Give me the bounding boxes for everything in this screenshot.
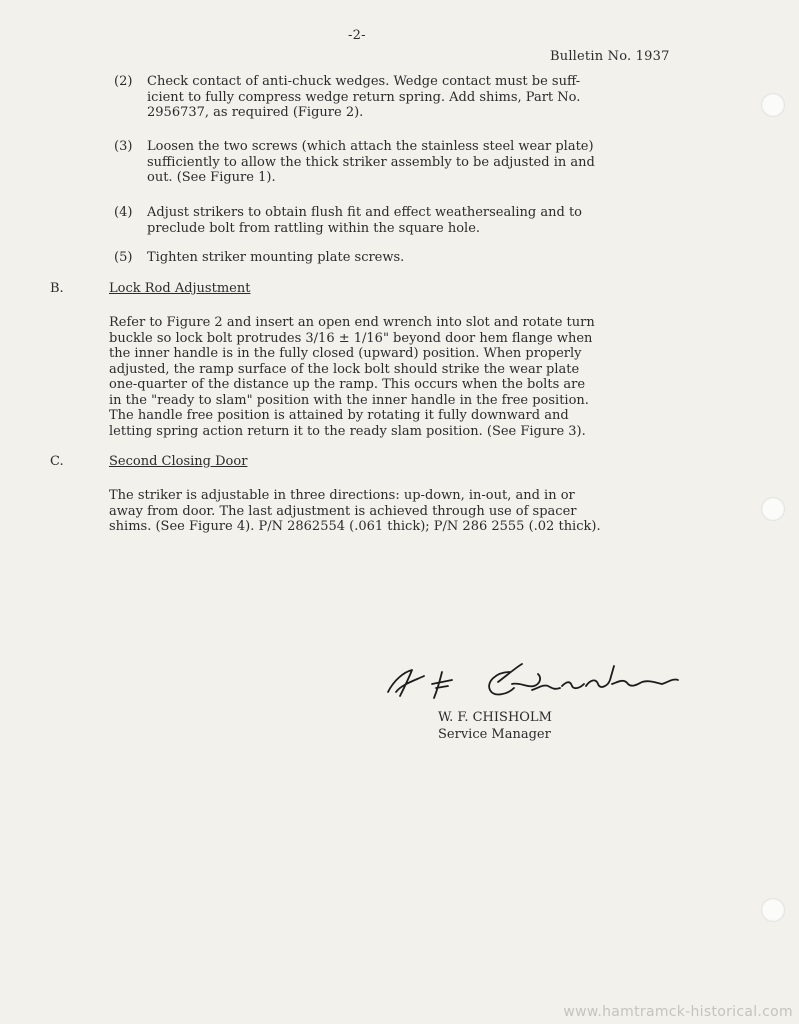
step-text: Adjust strikers to obtain flush fit and effect weathersealing and to preclude bolt from rattling within the square hole. xyxy=(147,205,583,236)
handwritten-signature xyxy=(382,658,682,708)
step-text: Tighten striker mounting plate screws. xyxy=(147,250,405,265)
section-letter: B. xyxy=(50,281,64,296)
signatory-name: W. F. CHISHOLM xyxy=(438,710,552,725)
section-body: The striker is adjustable in three directions: up-down, in-out, and in or away from door. The last adjustment is achieved through use of spacer shims. (See Figure 4). P/N 2862554 (.061 thick); P/N 286 2555 (.02 thick). xyxy=(109,488,601,534)
step-number: (4) xyxy=(114,205,133,220)
step-number: (5) xyxy=(114,250,133,265)
section-heading: Lock Rod Adjustment xyxy=(109,281,251,296)
bleed-through-mark xyxy=(60,80,81,150)
step-text: Check contact of anti-chuck wedges. Wedge contact must be suff- icient to fully compress wedge return spring. Add shims, Part No. 2956737, as required (Figure 2). xyxy=(147,74,581,120)
step-number: (2) xyxy=(114,74,133,89)
punch-hole-top xyxy=(761,93,785,117)
section-letter: C. xyxy=(50,454,64,469)
punch-hole-middle xyxy=(761,497,785,521)
bulletin-number: Bulletin No. 1937 xyxy=(550,49,670,64)
page-number: -2- xyxy=(348,28,366,43)
section-body: Refer to Figure 2 and insert an open end wrench into slot and rotate turn buckle so lock bolt protrudes 3/16 ± 1/16" beyond door hem flange when the inner handle is in the fully closed (upward) position. When properly adjusted, the ramp surface of the lock bolt should strike the wear plate one-quarter of the distance up the ramp. This occurs when the bolts are in the "ready to slam" position with the inner handle in the free position. The handle free position is attained by rotating it fully downward and letting spring action return it to the ready slam position. (See Figure 3). xyxy=(109,315,595,439)
step-text: Loosen the two screws (which attach the stainless steel wear plate) sufficiently to allow the thick striker assembly to be adjusted in and out. (See Figure 1). xyxy=(147,139,595,185)
signatory-title: Service Manager xyxy=(438,727,551,742)
section-heading: Second Closing Door xyxy=(109,454,248,469)
step-number: (3) xyxy=(114,139,133,154)
watermark: www.hamtramck-historical.com xyxy=(563,1004,793,1020)
punch-hole-bottom xyxy=(761,898,785,922)
